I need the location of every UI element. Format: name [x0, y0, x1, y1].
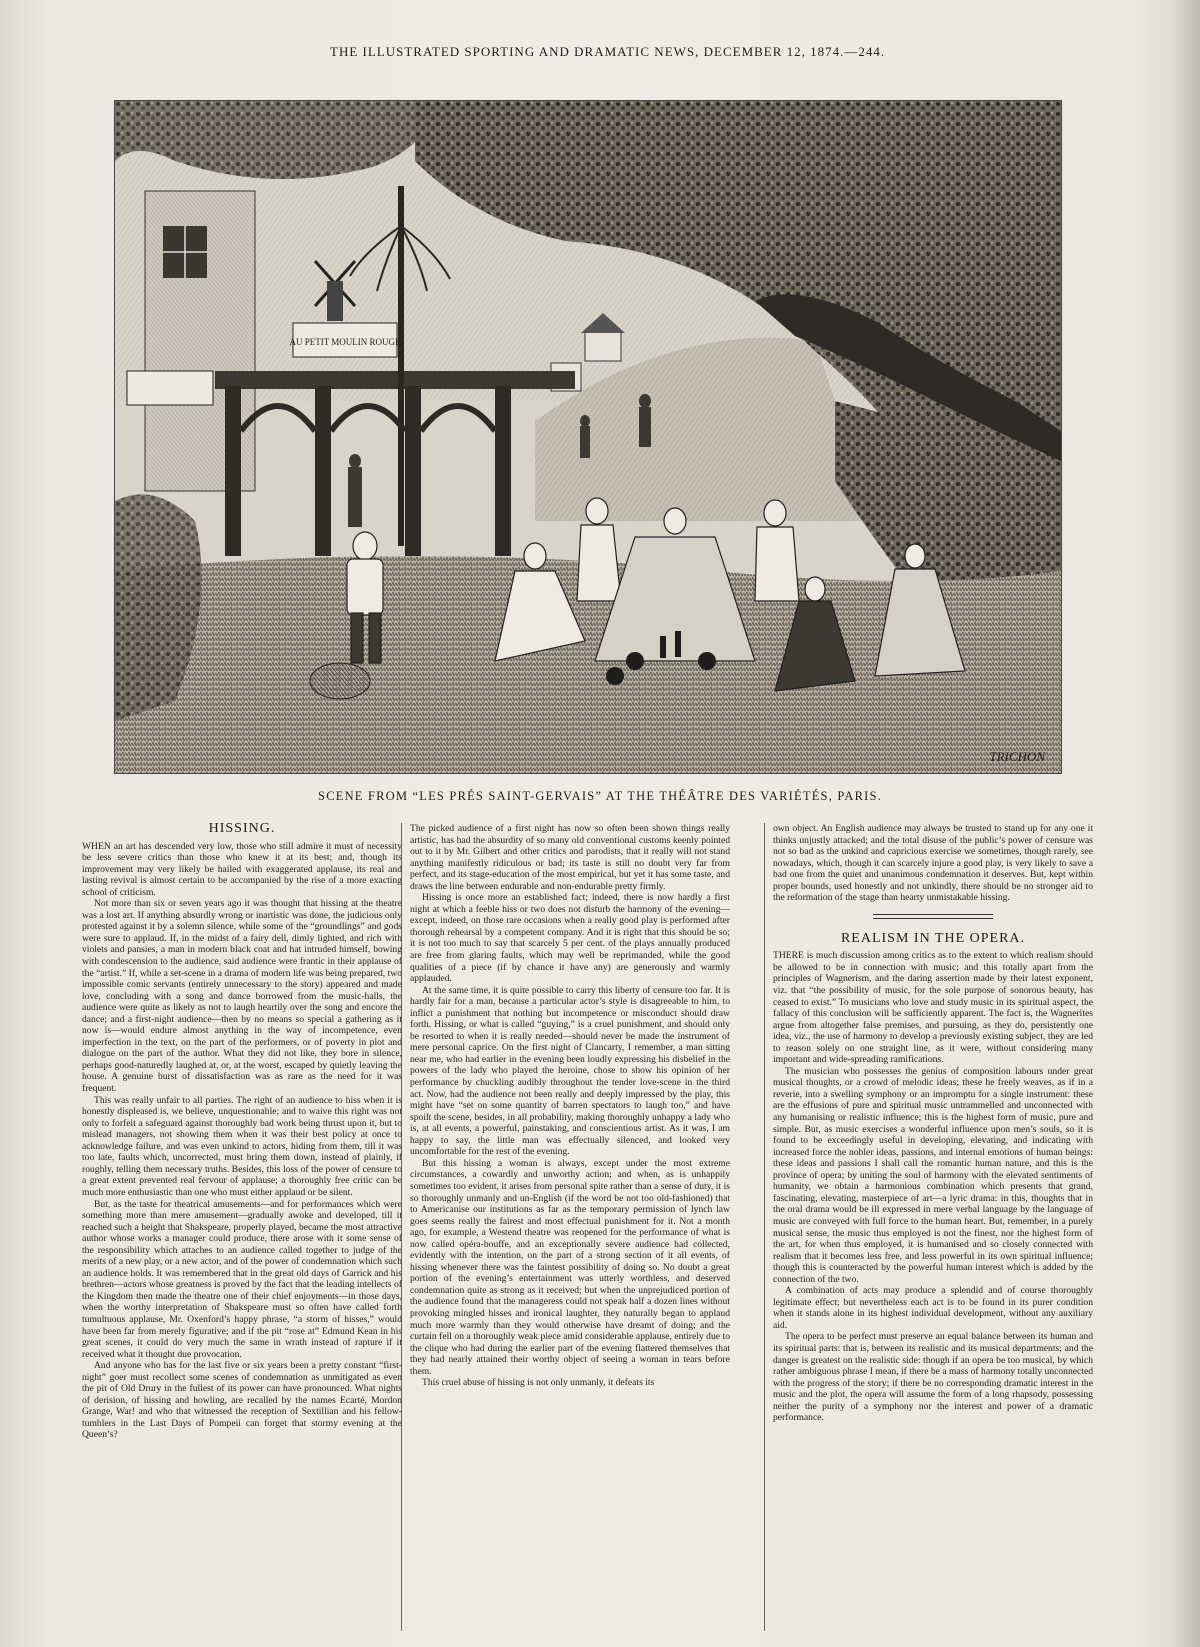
hissing-paragraph: And anyone who has for the last five or six years been a pretty constant “first-night” goer must recollect some scenes of condemnation as unmitigated as even the pit of Old Drury in the fullest of its power can have pronounced. What nights of derision, of hissing and howling, are recalled by the names Ecarté, Mordon Grange, War! and who that witnessed the reception of Sextillian and his fellow-tumblers in the Last Days of Pompeii can forget that stormy evening at the Queen’s?: [82, 1360, 402, 1441]
artist-signature: TRICHON: [989, 749, 1045, 764]
hissing-paragraph: This was really unfair to all parties. The right of an audience to hiss when it is honestly displeased is, we believe, unquestionable; and to waive this right was not only to forfeit a safeguard against thoroughly bad work being thrust upon it, but to mislead managers, not showing them when it was their best policy at once to acknowledge failure, and was even unkind to actors, hiding from them, till it was too late, faults which, uncorrected, must bring them down, instead of plainly, if roughly, telling them necessary truths. Besides, this loss of the power of censure to a great extent prevented real fervour of applause; a thoroughly free critic can be much more enthusiastic than one who must either applaud or be silent.: [82, 1094, 402, 1198]
hissing-paragraph: This cruel abuse of hissing is not only unmanly, it defeats its: [422, 1377, 655, 1389]
opera-title: REALISM IN THE OPERA.: [840, 930, 1026, 946]
hissing-title: HISSING.: [208, 823, 276, 836]
windmill-sign-text: AU PETIT MOULIN ROUGE: [289, 337, 401, 347]
hissing-paragraph: Hissing is once more an established fact; indeed, there is now hardly a first night at which a feeble hiss or two does not disturb the harmony of the evening—except, indeed, on those rare occasions when a really good play is performed after thorough rehearsal by a competent company. And it is right that this should be so; it is not too much to say that scarcely 5 per cent. of the plays annually produced are free from glaring faults, which may well be reprimanded, while the good qualities of a piece (if by chance it have any) are generously and warmly applauded.: [410, 892, 730, 985]
article-column-3: [773, 823, 1093, 1631]
hissing-paragraph: But this hissing a woman is always, except under the most extreme circumstances, a cowardly and unworthy action; and when, as is unhappily sometimes too evident, it arises from personal spite rather than a sense of duty, it is so thoroughly unmanly and un-English (if the word be not too old-fashioned) that to Americanise our institutions as far as the temporary permission of lynch law goes seems really the fairest and most effectual punishment for it. Not a month ago, for example, a Westend theatre was reopened for the performance of what is now called opéra-bouffe, and an exceptionally severe audience had collected, evidently with the intention, on the part of a strong section of it all events, of hissing whenever there was the faintest possibility of doing so. No doubt a great portion of the evening’s entertainment was utterly worthless, and deserved condemnation quite as strong as it received; but when the unprejudiced portion of the audience found that the manageress could not speak half a dozen lines without provoking mingled hisses and ironical laughter, they naturally began to applaud much more warmly than they would otherwise have dreamt of doing; and the curtain fell on a thoroughly weak piece amid considerable applause, entirely due to the clique who had during the earlier part of the evening flattered themselves that they had nearly attained their worthy object of seeing a woman in tears before them.: [410, 1157, 730, 1377]
running-head: THE ILLUSTRATED SPORTING AND DRAMATIC NEWS, DECEMBER 12, 1874.—244.: [330, 44, 886, 59]
hissing-paragraph: WHEN an art has descended very low, those who still admire it must of necessity be less severe critics than those who knew it at its best; and, though its improvement may very likely be hailed with exaggerated applause, its real and lasting revival is almost certain to be accompanied by the rise of a more exacting school of criticism.: [82, 840, 402, 898]
engraving-artwork: [115, 101, 1061, 773]
article-column-2: [410, 823, 730, 1631]
hissing-paragraph: But, as the taste for theatrical amusements—and for performances which were something more than mere amusement—gradually awoke and developed, till it reached such a height that Shakspeare, properly played, became the most attractive author whose works a manager could produce, there arose with it some sense of the responsibility which attaches to an audience called together to judge of the merits of a new play, or a new actor, and of the power of condemnation which such an audience holds. It was remembered that in the great old days of Garrick and his brethren—actors whose greatness is proved by the fact that the leading intellects of the Kingdom then made the theatre one of their chief enjoyments—in those days, when the worthy interpretation of Shakspeare must so often have called forth tumultuous applause, Mr. Oxenford’s happy phrase, “a storm of hisses,” would have been far from merely figurative; and if the pit “rose at” Edmund Kean in his great scenes, it could do very much the same in wrath instead of rapture if it received what it thought due provocation.: [82, 1198, 402, 1360]
hissing-paragraph: The picked audience of a first night has now so often been shown things really artistic, has had the absurdity of so many old conventional customs keenly pointed out to it by Mr. Gilbert and other critics and parodists, that it really will not stand anything manifestly ridiculous or bad; its taste is still no doubt very far from perfect, and its stage-education of the most empirical, but yet it has some taste, and draws the line between endurable and non-endurable pretty firmly.: [410, 823, 730, 892]
page-edge-shadow: [1170, 0, 1200, 1647]
opera-paragraph: The opera to be perfect must preserve an equal balance between its human and its spiritual parts: that is, between its realistic and its musical departments; and the danger is greatest on the realistic side: though if an opera be too musical, by which rather ambiguous phrase I mean, if there be a mass of harmony totally unconnected with the progress of the story; if there be no corresponding dramatic interest in the music and the plot, the opera will assume the form of a long rhapsody, possessing neither the purity of a symphony nor the interest and power of a dramatic performance.: [773, 1331, 1093, 1424]
hissing-paragraph: own object. An English audience may always be trusted to stand up for any one it thinks unjustly attacked; and the total disuse of the public’s power of censure was not so bad as the unkind and capricious exercise we sometimes, though rarely, see nowadays, which, though it can scarcely injure a good play, is very likely to save a bad one from the quiet and unanimous condemnation it deserves. But, kept within proper bounds, used honestly and not unkindly, there should be no stronger aid to the reformation of the stage than hearty unmistakable hissing.: [773, 823, 1093, 904]
opera-paragraph: A combination of acts may produce a splendid and of course thoroughly legitimate effect; but nevertheless each act is to be found in its purer condition when it stands alone in its highest individual development, without any auxiliary aid.: [773, 1285, 1093, 1331]
hissing-paragraph: At the same time, it is quite possible to carry this liberty of censure too far. It is hardly fair for a man, because a particular actor’s style is disagreeable to him, to inflict a punishment that nothing but incompetence or misconduct should draw forth. Hissing, or what is called “guying,” is a cruel punishment, and should only be resorted to when it is really needed—should never be made the instrument of mere personal caprice. On the first night of Clancarty, I remember, a man sitting near me, who had earlier in the evening been loudly expressing his disbelief in the powers of the lady who played the heroine, chose to show his opinion of her performance by chuckling audibly throughout the tender love-scene in the third act. Now, had the audience not been really and deeply impressed by the play, this might have “set on some quantity of barren spectators to laugh too,” and have spoilt the scene, besides, in all probability, making thoroughly unhappy a lady who is, at all events, a powerful, painstaking, and conscientious artist. As it was, I am happy to say, the little man was effectually silenced, and looked very uncomfortable for the rest of the evening.: [410, 984, 730, 1158]
hissing-paragraph: Not more than six or seven years ago it was thought that hissing at the theatre was a lost art. If anything absurdly wrong or inartistic was done, the judicious only protested against it by a solemn silence, while some of the “groundlings” and gods were sure to applaud. If, in the midst of a fairy dell, dimly lighted, and rich with violets and pansies, a man in modern black coat and hat intruded himself, bowing with condescension to the audience, said audience were frantic in their applause of the “artist.” If, while a set-scene in a drama of modern life was being prepared, two impossible comic servants (entirely unnecessary to the story) appeared and made love, concluding with a song and dance borrowed from the music-halls, the audience were quite as likely as not to laugh heartily over the song and encore the dance; and a first-night audience—then by no means so special a gathering as it now is—would endure almost anything in the way of incompetence, even imperfection in the text, on the part of the performers, or of poverty in plot and dialogue on the part of the author. What they did not like, they bore in silence, perhaps good-naturedly laughed at, or, at the worst, escaped by quietly leaving the house. A genuine burst of dissatisfaction was as rare as the need for it was frequent.: [82, 898, 402, 1095]
illustration-caption: SCENE FROM “LES PRÉS SAINT-GERVAIS” AT THE THÉÂTRE DES VARIÉTÉS, PARIS.: [318, 789, 882, 803]
engraving-illustration: [114, 100, 1062, 774]
opera-paragraph: THERE is much discussion among critics as to the extent to which realism should be allowed to be in connection with music; and this totally apart from the principles of Wagnerism, and the daring assertion made by their latest exponent, viz. that “the possibility of music, for the sole purpose of sonorous beauty, has ceased to exist.” To musicians who love and study music in its spiritual aspect, the fallacy of this conclusion will be sufficiently apparent. The fact is, the Wagnerites argue from altogether false premises, and pursuing, as they do, persistently one idea, viz., the use of harmony to develop a previously existing subject, they are led to reason solely on one straight line, as it were, without considering many important and wide-spreading ramifications.: [773, 950, 1093, 1066]
opera-paragraph: The musician who possesses the genius of composition labours under great musical thoughts, or a crowd of melodic ideas; these he freely weaves, as if in a reverie, into a swelling symphony or an impromptu for a single instrument: these are the effusions of pure and spiritual music untrammelled and unconnected with any humanising or realistic influence; this is the highest form of music, pure and simple. But, as music exercises a wonderful influence upon men’s souls, so it is found to be exceedingly useful in developing, elevating, and indicating with increased force the nobler ideas, passions, and internal emotions of human beings: these ideas and passions I shall call the romantic human nature, and this is the province of opera; by uniting the soul of harmony with the elevated sentiments of humanity, we obtain a harmonious combination which presents that grand, fascinating, elevating, masterpiece of art—a lyric drama: in this, thoughts that in the oral drama would be ill expressed in mere verbal language by the language of music are conveyed with full force to the human heart. But, remember, in a purely musical sense, the music thus employed is not the finest, nor the highest form of the art, for when thus employed, it is humanised and so closely connected with realism that it becomes less free, and less powerful in its own spiritual influence; though this is counteracted by the powerful human interest which is added by the connection of the two.: [773, 1065, 1093, 1285]
column-rule-2: [764, 823, 765, 1631]
section-divider: [873, 914, 993, 919]
article-column-1: [82, 823, 402, 1631]
